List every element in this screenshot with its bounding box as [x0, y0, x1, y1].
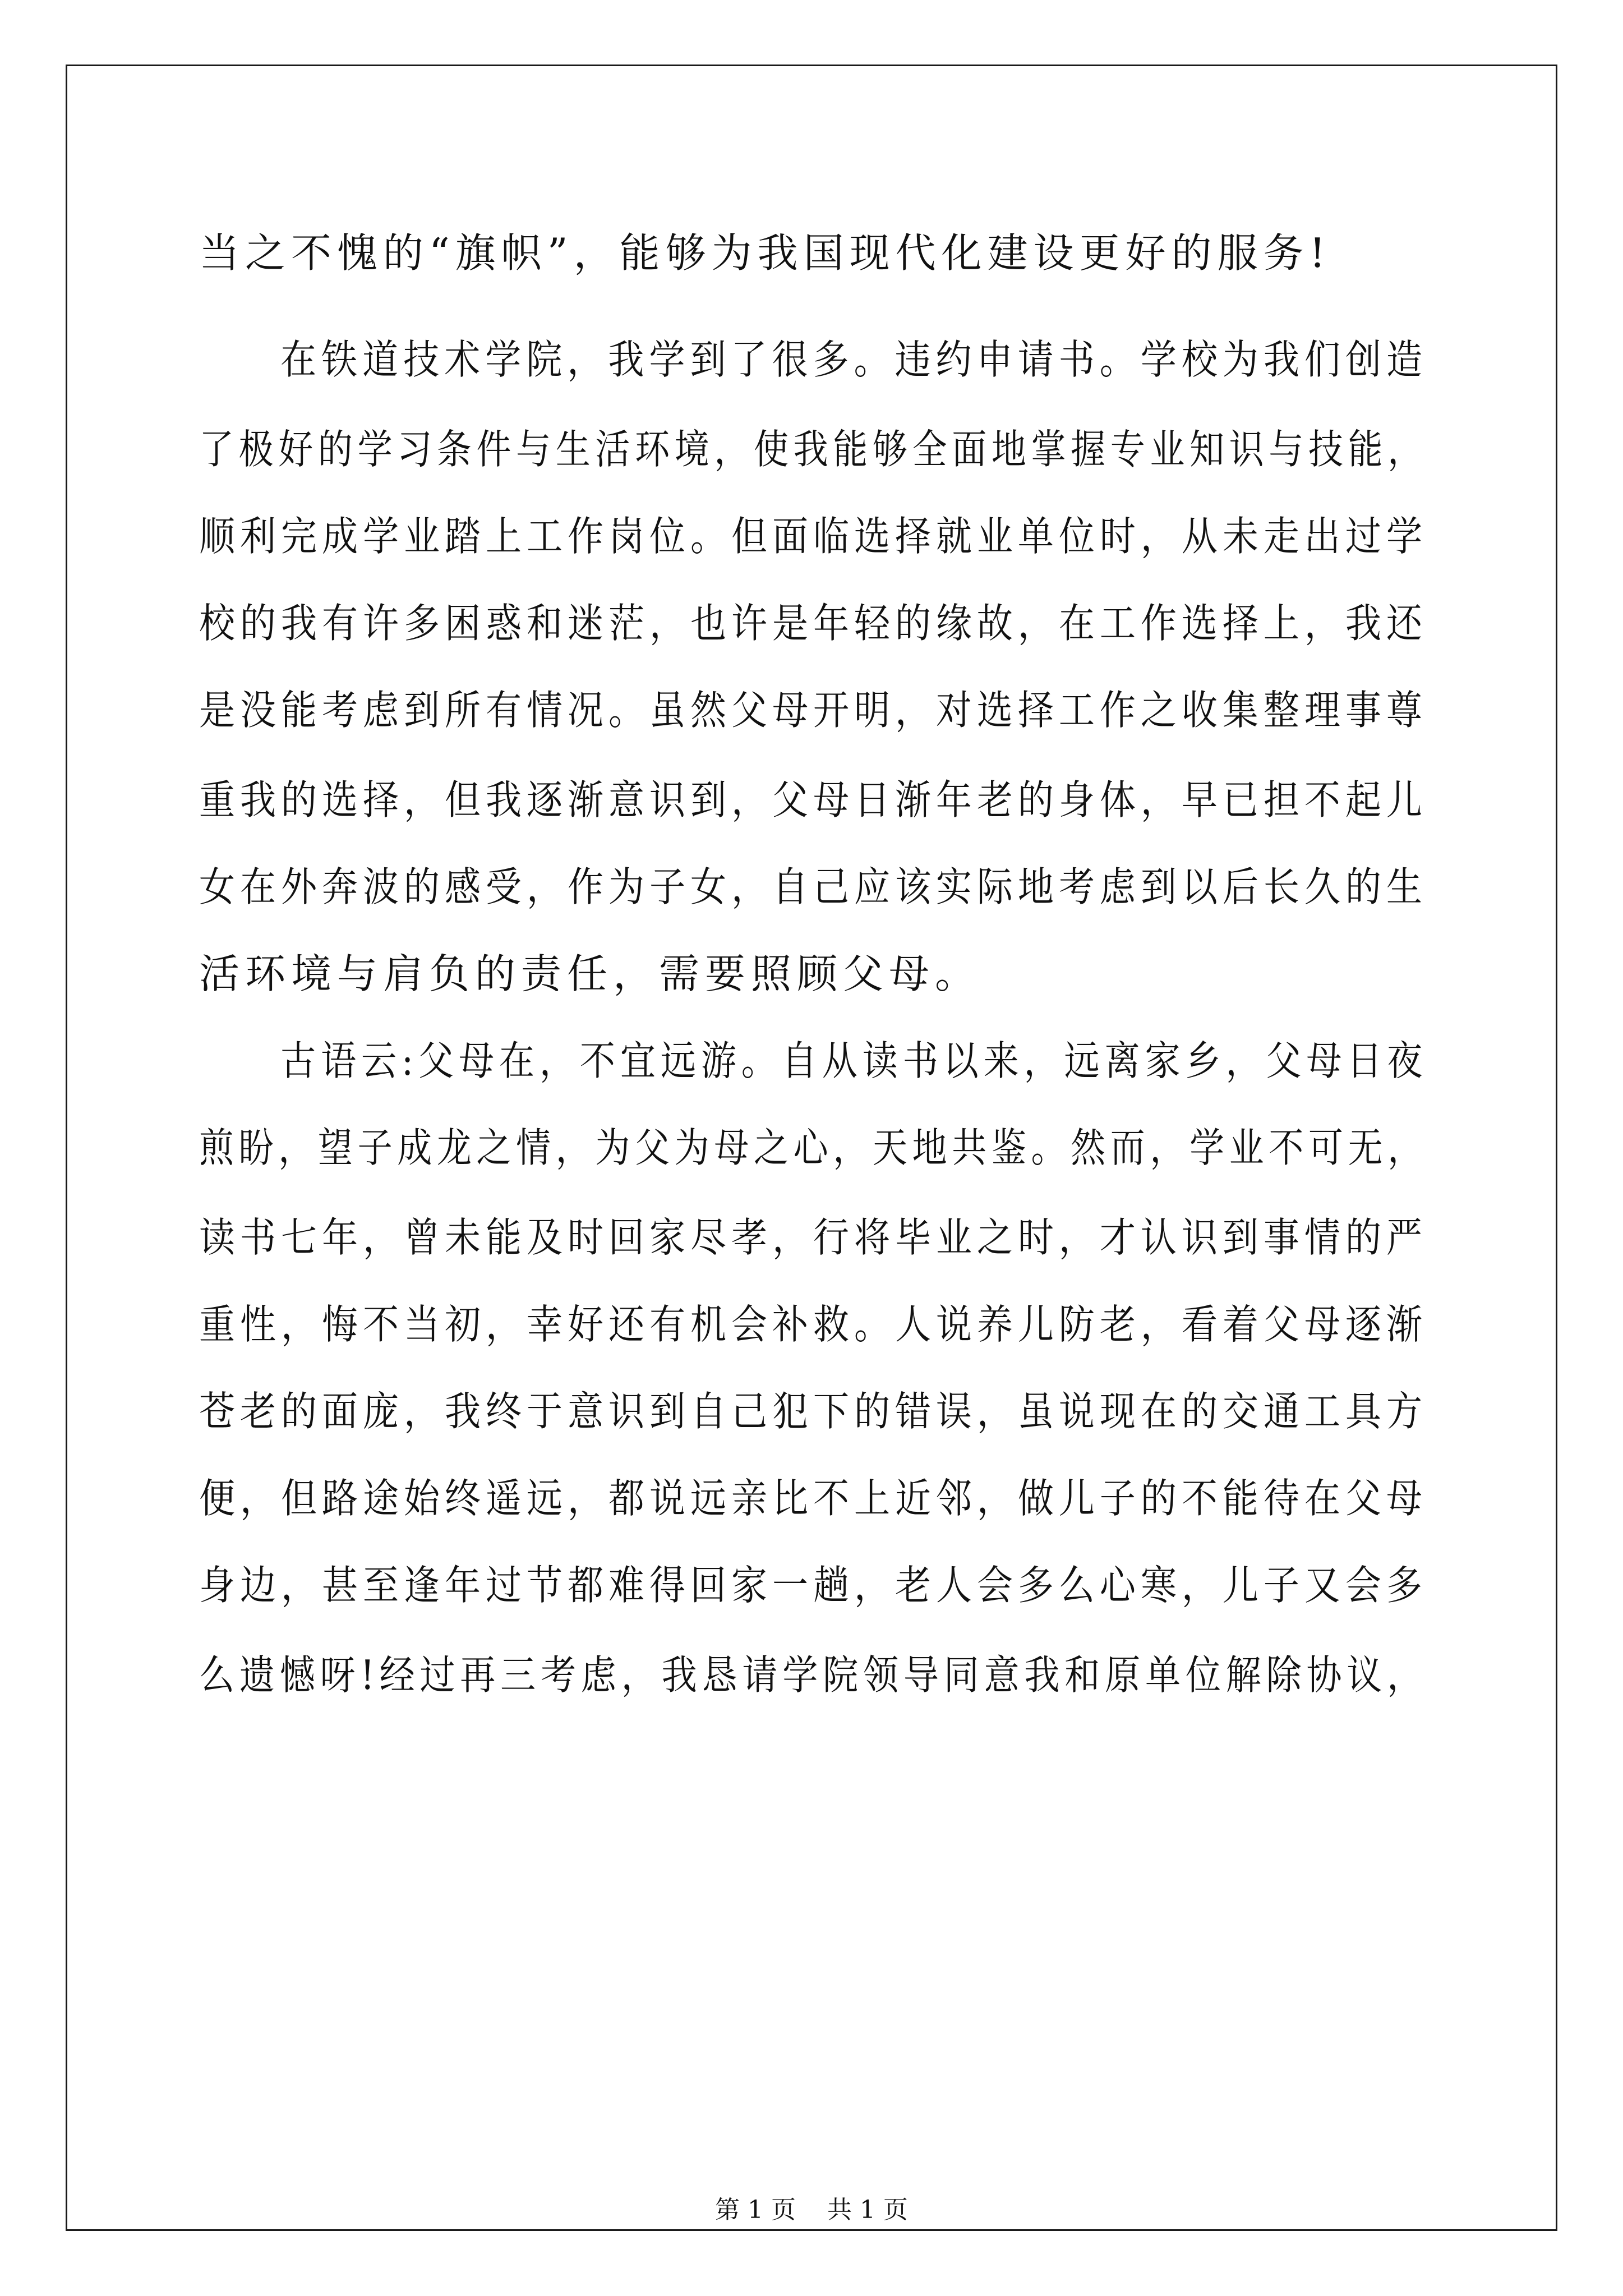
page-number-footer: 第 1 页 共 1 页	[715, 2196, 908, 2224]
text-line-5: 校的我有许多困惑和迷茫，也许是年轻的缘故，在工作选择上，我还	[199, 600, 1427, 647]
text-line-3: 了极好的学习条件与生活环境，使我能够全面地掌握专业知识与技能，	[199, 426, 1427, 473]
text-line-6: 是没能考虑到所有情况。虽然父母开明，对选择工作之收集整理事尊	[199, 687, 1427, 734]
text-line-7: 重我的选择，但我逐渐意识到，父母日渐年老的身体，早已担不起儿	[199, 776, 1427, 823]
text-line-12: 读书七年，曾未能及时回家尽孝，行将毕业之时，才认识到事情的严	[199, 1214, 1427, 1261]
text-line-9: 活环境与肩负的责任，需要照顾父母。	[199, 950, 981, 997]
text-line-13: 重性，悔不当初，幸好还有机会补救。人说养儿防老，看着父母逐渐	[199, 1301, 1427, 1348]
text-line-17: 么遗憾呀!经过再三考虑，我恳请学院领导同意我和原单位解除协议，	[199, 1651, 1428, 1699]
text-line-1: 当之不愧的“旗帜”，能够为我国现代化建设更好的服务!	[199, 229, 1331, 277]
text-line-15: 便，但路途始终遥远，都说远亲比不上近邻，做儿子的不能待在父母	[199, 1475, 1427, 1522]
text-line-16: 身边，甚至逢年过节都难得回家一趟，老人会多么心寒，儿子又会多	[199, 1562, 1427, 1609]
text-line-4: 顺利完成学业踏上工作岗位。但面临选择就业单位时，从未走出过学	[199, 513, 1427, 560]
text-line-10: 古语云:父母在，不宜远游。自从读书以来，远离家乡，父母日夜	[280, 1037, 1428, 1084]
text-line-8: 女在外奔波的感受，作为子女，自己应该实际地考虑到以后长久的生	[199, 863, 1427, 910]
text-line-2: 在铁道技术学院，我学到了很多。违约申请书。学校为我们创造	[280, 336, 1428, 383]
text-line-11: 煎盼，望子成龙之情，为父为母之心，天地共鉴。然而，学业不可无，	[199, 1124, 1427, 1171]
text-line-14: 苍老的面庞，我终于意识到自己犯下的错误，虽说现在的交通工具方	[199, 1388, 1427, 1435]
